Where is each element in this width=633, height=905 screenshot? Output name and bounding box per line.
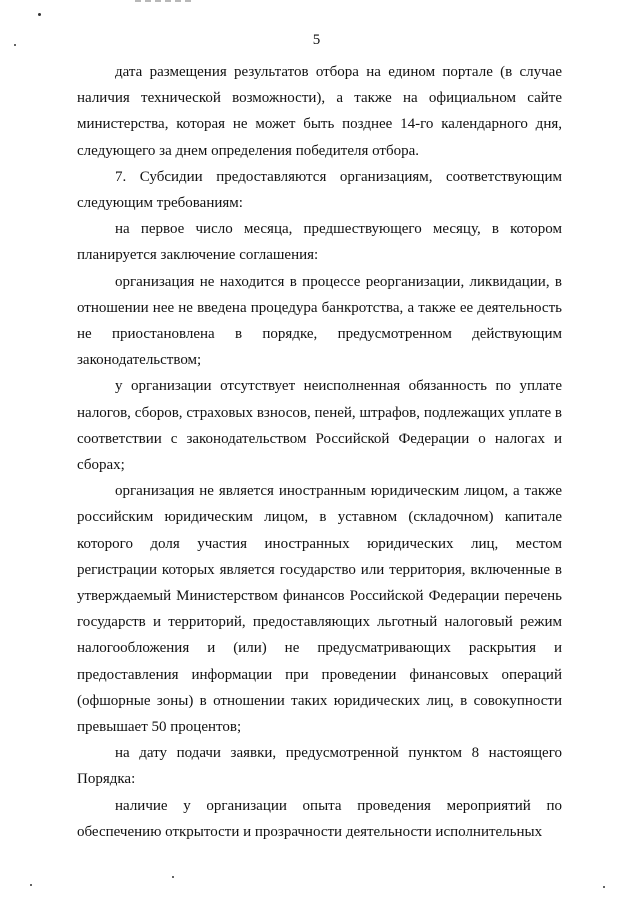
paragraph-experience: наличие у организации опыта проведения мероприятий по обеспечению открытости и прозрачности деятельности исполнительных: [77, 797, 562, 840]
scan-speck: [38, 13, 41, 16]
document-body: [77, 59, 562, 845]
paragraph-not-foreign-entity: организация не является иностранным юридическим лицом, а также российским юридическим лицом, в уставном (складочном) капитале которого доля участия иностранных юридических лиц, местом регистрации которых является государство или территория, включенные в утверждаемый Министерством финансов Российской Федерации перечень государств и территорий, предоставляющих льготный налоговый режим налогообложения и (или) не предусматривающих раскрытия и предоставления информации при проведении финансовых операций (офшорные зоны) в отношении таких юридических лиц, в совокупности превышает 50 процентов;: [77, 483, 562, 736]
page-number: 5: [312, 32, 321, 48]
paragraph-continuation: дата размещения результатов отбора на едином портале (в случае наличия технической возможности), а также на официальном сайте министерства, которая не может быть позднее 14-го календарного дня, следующего за днем определения победителя отбора.: [77, 64, 562, 159]
scan-speck: [603, 886, 605, 888]
scan-speck: [30, 884, 32, 886]
scan-edge-mark: [135, 0, 195, 2]
paragraph-first-day-condition: на первое число месяца, предшествующего месяцу, в котором планируется заключение соглашения:: [77, 221, 562, 264]
scan-speck: [172, 876, 174, 878]
paragraph-clause-7: 7. Субсидии предоставляются организациям, соответствующим следующим требованиям:: [77, 168, 562, 212]
paragraph-application-date: на дату подачи заявки, предусмотренной пунктом 8 настоящего Порядка:: [77, 745, 562, 788]
paragraph-no-reorganization: организация не находится в процессе реорганизации, ликвидации, в отношении нее не введена процедура банкротства, а также ее деятельность не приостановлена в порядке, предусмотренном действующим законодательством;: [77, 273, 562, 369]
paragraph-no-tax-debt: у организации отсутствует неисполненная обязанность по уплате налогов, сборов, страховых взносов, пеней, штрафов, подлежащих уплате в соответствии с законодательством Российской Федерации о налогах и сборах;: [77, 378, 562, 474]
